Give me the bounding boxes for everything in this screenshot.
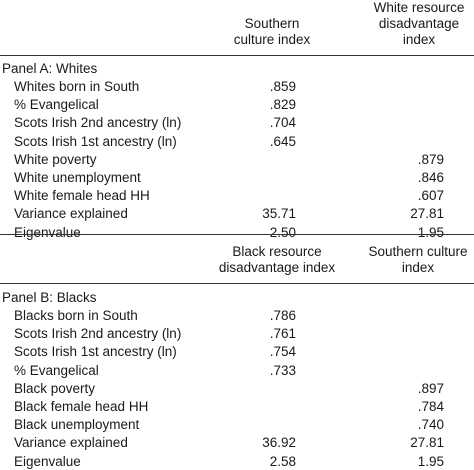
panel-a-col2-header: [364, 0, 474, 48]
row-value-col2: 1.95: [417, 453, 444, 469]
panel-b-col1-header-line2: disadvantage index: [218, 260, 336, 275]
panel-b-col2-header-line1: Southern culture: [368, 244, 468, 259]
row-value-col2: 1.95: [417, 224, 444, 240]
panel-a-col1-header-line1: Southern: [244, 16, 300, 31]
row-label: % Evangelical: [14, 362, 99, 378]
row-label: White female head HH: [14, 188, 150, 204]
row-value-col2: 27.81: [410, 206, 444, 222]
panel-b-col1-header-line1: Black resource: [232, 244, 322, 259]
panel-a-col2-header-line2: disadvantage: [378, 16, 460, 31]
row-value-col1: 2.50: [269, 224, 296, 240]
row-label: Eigenvalue: [14, 453, 81, 469]
row-value-col1: 2.58: [269, 453, 296, 469]
panel-a-header-rule: [0, 55, 474, 56]
panel-b-title: Panel B: Blacks: [2, 290, 97, 305]
row-value-col2: .879: [417, 151, 444, 167]
row-label: Black unemployment: [14, 417, 140, 433]
row-label: Blacks born in South: [14, 308, 138, 323]
row-value-col2: .784: [417, 399, 444, 414]
panel-section-rule: [0, 234, 474, 235]
panel-b-col1-header: [212, 244, 342, 276]
panel-a-col2-header-line3: index: [402, 32, 436, 47]
row-label: Variance explained: [14, 206, 128, 222]
row-value-col1: .829: [269, 97, 296, 113]
row-label: Scots Irish 1st ancestry (ln): [14, 344, 177, 360]
row-value-col1: .859: [269, 79, 296, 94]
panel-b-header-rule: [0, 283, 474, 284]
panel-a-col1-header-line2: culture index: [233, 32, 311, 47]
row-value-col1: .733: [269, 362, 296, 378]
row-label: White poverty: [14, 151, 97, 167]
row-label: Variance explained: [14, 435, 128, 451]
panel-a-title: Panel A: Whites: [2, 61, 98, 76]
row-label: Black female head HH: [14, 399, 149, 414]
row-value-col2: .740: [417, 417, 444, 433]
row-label: Black poverty: [14, 380, 96, 396]
row-label: Whites born in South: [14, 79, 140, 94]
row-value-col1: 36.92: [262, 435, 296, 451]
row-label: % Evangelical: [14, 97, 99, 113]
row-value-col1: .761: [269, 326, 296, 342]
row-value-col1: .754: [269, 344, 296, 360]
panel-a-col1-header: [214, 16, 330, 48]
row-value-col1: .645: [269, 133, 296, 149]
row-label: Eigenvalue: [14, 224, 81, 240]
row-label: White unemployment: [14, 170, 141, 185]
panel-a-col2-header-line1: White resource: [373, 0, 465, 15]
row-label: Scots Irish 2nd ancestry (ln): [14, 115, 182, 131]
row-value-col1: .704: [269, 115, 296, 131]
panel-b-col2-header-line2: index: [401, 260, 435, 275]
row-value-col1: 35.71: [262, 206, 296, 222]
row-label: Scots Irish 1st ancestry (ln): [14, 133, 177, 149]
row-value-col1: .786: [269, 308, 296, 323]
row-label: Scots Irish 2nd ancestry (ln): [14, 326, 182, 342]
row-value-col2: .607: [417, 188, 444, 204]
panel-b-col2-header: [362, 244, 474, 276]
row-value-col2: 27.81: [410, 435, 444, 451]
row-value-col2: .846: [417, 170, 444, 185]
row-value-col2: .897: [417, 380, 444, 396]
